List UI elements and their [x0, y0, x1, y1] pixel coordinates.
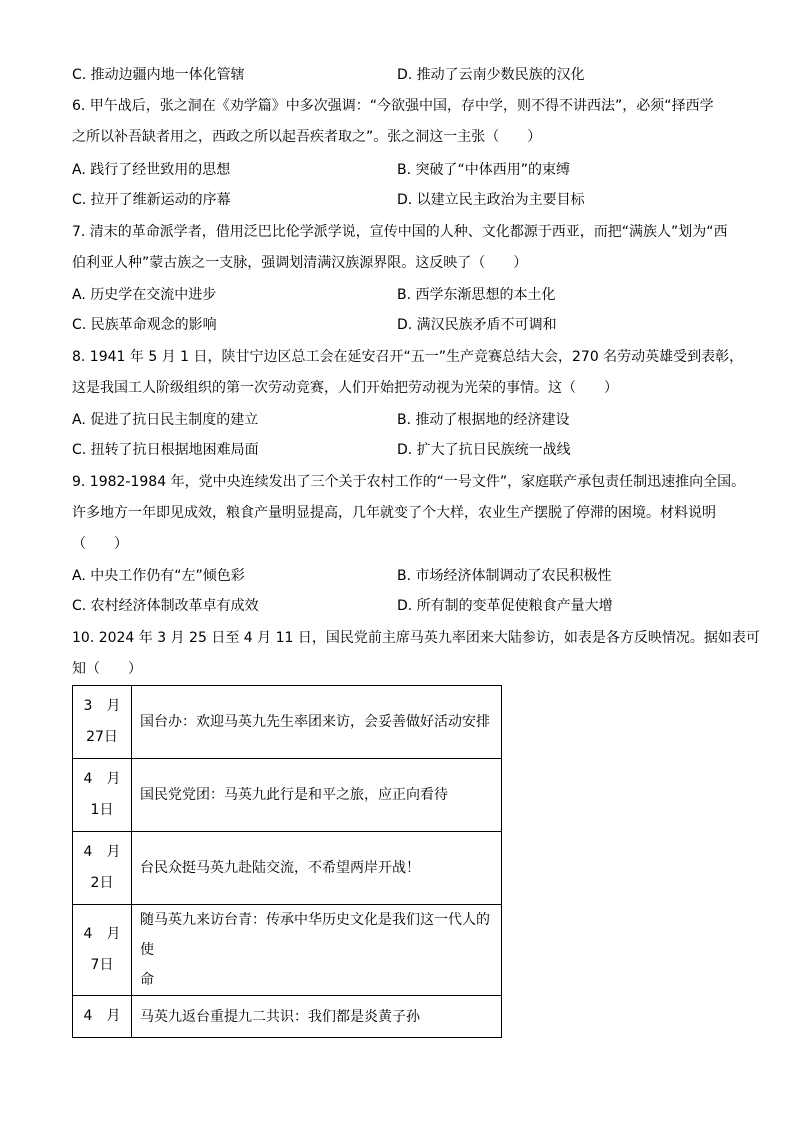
table-row [73, 686, 502, 759]
content-cell [132, 759, 502, 832]
date-cell [73, 996, 132, 1038]
q6-option-d: D. 以建立民主政治为主要目标 [397, 192, 585, 208]
table-row [73, 996, 502, 1038]
q6-stem-line-2: 之所以补吾缺者用之，西政之所以起吾疾者取之”。张之洞这一主张（ ） [72, 129, 542, 145]
content-text: 随马英九来访台青：传承中华历史文化是我们这一代人的使 [140, 912, 490, 958]
q7-stem-line-2: 伯利亚人种”蒙古族之一支脉，强调划清满汉族源界限。这反映了（ ） [72, 255, 528, 271]
q8-option-b: B. 推动了根据地的经济建设 [397, 412, 570, 428]
q9-option-a: A. 中央工作仍有“左”倾色彩 [72, 568, 245, 584]
q9-option-d: D. 所有制的变革促使粮食产量大增 [397, 598, 613, 614]
content-text: 国台办：欢迎马英九先生率团来访，会妥善做好活动安排 [140, 714, 490, 730]
content-text-continued: 命 [140, 972, 154, 988]
date-day: 7日 [90, 957, 114, 973]
q8-option-a: A. 促进了抗日民主制度的建立 [72, 412, 259, 428]
q5-option-c: C. 推动边疆内地一体化管辖 [72, 67, 245, 83]
q7-option-a: A. 历史学在交流中进步 [72, 287, 217, 303]
q9-stem-line-3: （ ） [72, 536, 128, 552]
q10-stem-line-2: 知（ ） [72, 661, 142, 677]
content-text: 台民众挺马英九赴陆交流，不希望两岸开战！ [140, 860, 420, 876]
q6-stem-line-1: 6. 甲午战后，张之洞在《劝学篇》中多次强调：“今欲强中国，存中学，则不得不讲西法”，必须“择西学 [72, 98, 714, 114]
q9-option-b: B. 市场经济体制调动了农民积极性 [397, 568, 612, 584]
content-cell [132, 996, 502, 1038]
date-month: 4 月 [83, 844, 121, 860]
q10-stem-line-1: 10. 2024 年 3 月 25 日至 4 月 11 日，国民党前主席马英九率团来大陆参访，如表是各方反映情况。据如表可 [72, 630, 760, 646]
table-row [73, 832, 502, 905]
q7-option-c: C. 民族革命观念的影响 [72, 317, 217, 333]
q7-option-b: B. 西学东渐思想的本土化 [397, 287, 556, 303]
q9-option-c: C. 农村经济体制改革卓有成效 [72, 598, 259, 614]
table-row [73, 759, 502, 832]
date-cell [73, 832, 132, 905]
q6-option-c: C. 拉开了维新运动的序幕 [72, 192, 231, 208]
date-cell [73, 905, 132, 996]
date-month: 4 月 [83, 926, 121, 942]
content-text: 国民党党团：马英九此行是和平之旅，应正向看待 [140, 787, 448, 803]
q6-option-a: A. 践行了经世致用的思想 [72, 162, 231, 178]
q9-stem-line-1: 9. 1982-1984 年，党中央连续发出了三个关于农村工作的“一号文件”，家庭联产承包责任制迅速推向全国。 [72, 474, 746, 490]
date-month: 3 月 [83, 698, 121, 714]
date-cell [73, 759, 132, 832]
table-row [73, 905, 502, 996]
content-text: 马英九返台重提九二共识：我们都是炎黄子孙 [140, 1008, 420, 1025]
content-cell [132, 905, 502, 996]
date-day: 2日 [90, 875, 114, 891]
date-cell [73, 686, 132, 759]
q8-option-d: D. 扩大了抗日民族统一战线 [397, 442, 571, 458]
q10-events-table [72, 685, 502, 1038]
q8-stem-line-1: 8. 1941 年 5 月 1 日，陕甘宁边区总工会在延安召开“五一”生产竞赛总结大会，270 名劳动英雄受到表彰， [72, 349, 744, 365]
q9-stem-line-2: 许多地方一年即见成效，粮食产量明显提高，几年就变了个大样，农业生产摆脱了停滞的困境。材料说明 [72, 505, 716, 521]
date-day: 27日 [86, 729, 118, 745]
q8-option-c: C. 扭转了抗日根据地困难局面 [72, 442, 259, 458]
content-cell [132, 832, 502, 905]
q7-stem-line-1: 7. 清末的革命派学者，借用泛巴比伦学派学说，宣传中国的人种、文化都源于西亚，而把“满族人”划为“西 [72, 224, 728, 240]
q8-stem-line-2: 这是我国工人阶级组织的第一次劳动竞赛，人们开始把劳动视为光荣的事情。这（ ） [72, 380, 618, 396]
date-month: 4 月 [83, 1008, 121, 1024]
q7-option-d: D. 满汉民族矛盾不可调和 [397, 317, 557, 333]
date-day: 1日 [90, 802, 114, 818]
q6-option-b: B. 突破了“中体西用”的束缚 [397, 162, 571, 178]
content-cell [132, 686, 502, 759]
q5-option-d: D. 推动了云南少数民族的汉化 [397, 67, 585, 83]
date-month: 4 月 [83, 771, 121, 787]
